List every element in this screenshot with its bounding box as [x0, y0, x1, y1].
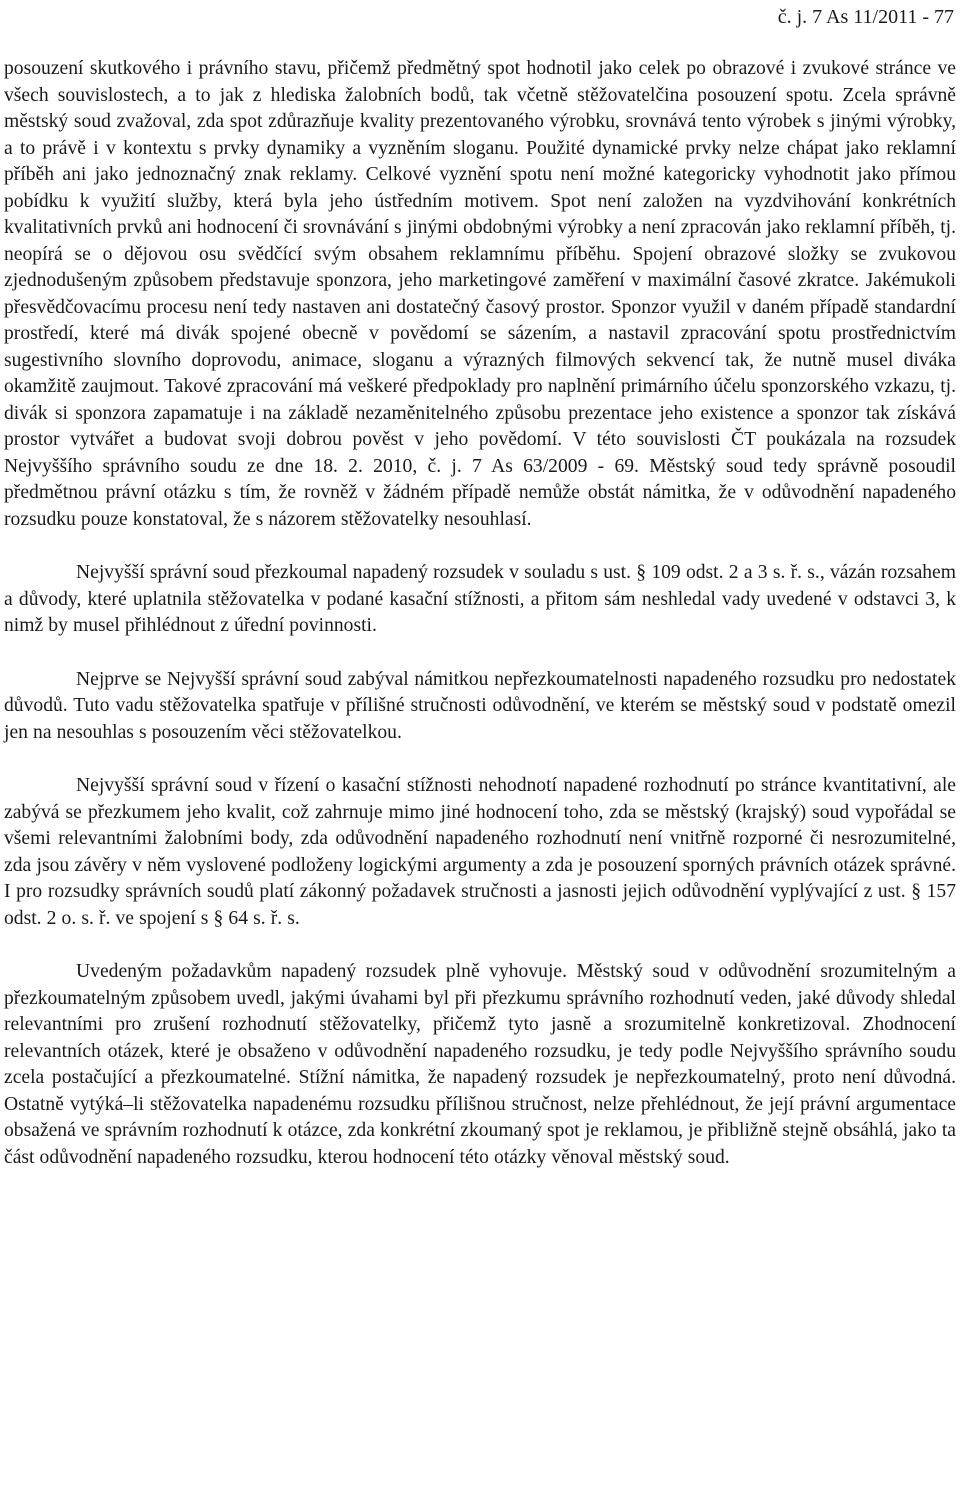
document-body [4, 56, 956, 1171]
paragraph-qualitative-review: Nejvyšší správní soud v řízení o kasační stížnosti nehodnotí napadené rozhodnutí po stránce kvantitativní, ale zabývá se přezkumem jeho kvalit, což zahrnuje mimo jiné hodnocení toho, zda se městský (krajský) soud vypořádal se všemi relevantními žalobními body, zda odůvodnění napadeného rozhodnutí není vnitřně rozporné či nesrozumitelné, zda jsou závěry v něm vyslovené podloženy logickými argumenty a zda je posouzení sporných právních otázek správné. I pro rozsudky správních soudů platí zákonný požadavek stručnosti a jasnosti jejich odůvodnění vyplývající z ust. § 157 odst. 2 o. s. ř. ve spojení s § 64 s. ř. s. [4, 775, 956, 929]
paragraph-continuation: posouzení skutkového i právního stavu, přičemž předmětný spot hodnotil jako celek po obrazové i zvukové stránce ve všech souvislostech, a to jak z hlediska žalobních bodů, tak včetně stěžovatelčina posouzení spotu. Zcela správně městský soud zvažoval, zda spot zdůrazňuje kvality prezentovaného výrobku, srovnává tento výrobek s jinými výrobky, a to právě i v kontextu s prvky dynamiky a vyzněním sloganu. Použité dynamické prvky nelze chápat jako reklamní příběh ani jako jednoznačný znak reklamy. Celkové vyznění spotu není možné kategoricky vyhodnotit jako přímou pobídku k využití služby, která byla jeho ústředním motivem. Spot není založen na vyzdvihování konkrétních kvalitativních prvků ani hodnocení či srovnávání s jinými obdobnými výrobky a není zpracován jako reklamní příběh, tj. neopírá se o dějovou osu svědčící svým obsahem reklamnímu příběhu. Spojení obrazové složky se zvukovou zjednodušeným způsobem představuje sponzora, jeho marketingové zaměření v maximální časové zkratce. Jakémukoli přesvědčovacímu procesu není tedy nastaven ani dostatečný časový prostor. Sponzor využil v daném případě standardní prostředí, které má divák spojené obecně v povědomí se sázením, a nastavil zpracování spotu prostřednictvím sugestivního slovního doprovodu, animace, sloganu a výrazných filmových sekvencí tak, že nutně musel diváka okamžitě zaujmout. Takové zpracování má veškeré předpoklady pro naplnění primárního účelu sponzorského vzkazu, tj. divák si sponzora zapamatuje i na základě nezaměnitelného způsobu prezentace jeho existence a sponzor tak získává prostor vytvářet a budovat svoji dobrou pověst v jeho povědomí. V této souvislosti ČT poukázala na rozsudek Nejvyššího správního soudu ze dne 18. 2. 2010, č. j. 7 As 63/2009 - 69. Městský soud tedy správně posoudil předmětnou právní otázku s tím, že rovněž v žádném případě nemůže obstát námitka, že v odůvodnění napadeného rozsudku pouze konstatoval, že s názorem stěžovatelky nesouhlasí. [4, 58, 956, 530]
paragraph-unreviewability-objection: Nejprve se Nejvyšší správní soud zabýval námitkou nepřezkoumatelnosti napadeného rozsudku pro nedostatek důvodů. Tuto vadu stěžovatelka spatřuje v přílišné stručnosti odůvodnění, ve kterém se městský soud v podstatě omezil jen na nesouhlas s posouzením věci stěžovatelkou. [4, 668, 956, 743]
case-reference: č. j. 7 As 11/2011 - 77 [777, 6, 954, 28]
paragraph-review-scope: Nejvyšší správní soud přezkoumal napadený rozsudek v souladu s ust. § 109 odst. 2 a 3 s. ř. s., vázán rozsahem a důvody, které uplatnila stěžovatelka v podané kasační stížnosti, a přitom sám neshledal vady uvedené v odstavci 3, k nimž by musel přihlédnout z úřední povinnosti. [4, 562, 956, 636]
paragraph-conclusion: Uvedeným požadavkům napadený rozsudek plně vyhovuje. Městský soud v odůvodnění srozumitelným a přezkoumatelným způsobem uvedl, jakými úvahami byl při přezkumu správního rozhodnutí veden, jaké důvody shledal relevantními pro zrušení rozhodnutí stěžovatelky, přičemž tyto jasně a srozumitelně konkretizoval. Zhodnocení relevantních otázek, které je obsaženo v odůvodnění napadeného rozsudku, je tedy podle Nejvyššího správního soudu zcela postačující a přezkoumatelné. Stížní námitka, že napadený rozsudek je nepřezkoumatelný, proto není důvodná. Ostatně vytýká–li stěžovatelka napadenému rozsudku přílišnou stručnost, nelze přehlédnout, že její právní argumentace obsažená ve správním rozhodnutí k otázce, zda konkrétní zkoumaný spot je reklamou, je přibližně stejně obsáhlá, jako ta část odůvodnění napadeného rozsudku, kterou hodnocení této otázky věnoval městský soud. [4, 961, 956, 1168]
